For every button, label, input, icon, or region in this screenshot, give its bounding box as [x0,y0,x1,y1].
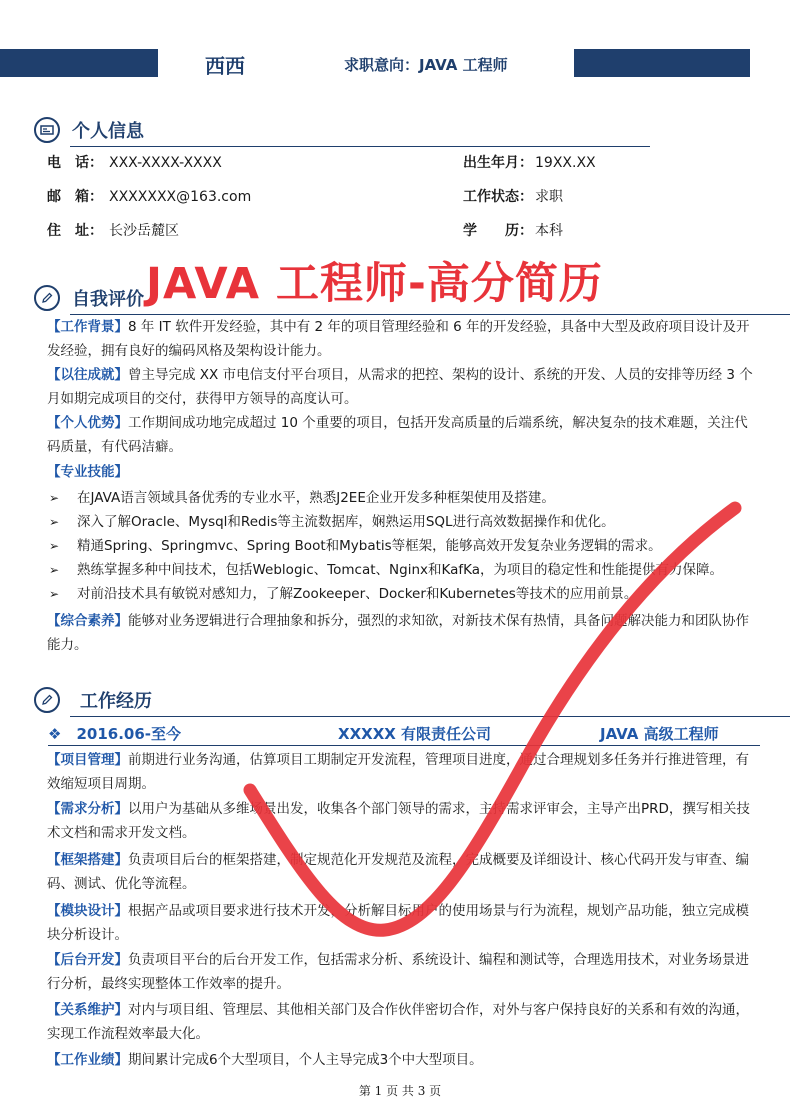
arrow-bullet-icon: ➢ [49,563,60,577]
birth-label: 出生年月： [463,155,533,171]
work-item [47,1048,759,1072]
work-item [47,948,759,996]
email-value: XXXXXXX@163.com [109,189,252,205]
email-row [47,188,251,206]
education-row [463,222,563,240]
job-period: ❖ 2016.06-至今 [48,725,181,743]
phone-label: 电 话： [47,155,103,171]
header-bar-left [0,49,158,77]
pencil-icon [34,687,60,713]
personal-strength [47,411,759,459]
section-divider [70,716,790,717]
overlay-title: JAVA 工程师-高分简历 [146,259,603,309]
work-item-text: 负责项目平台的后台开发工作，包括需求分析、系统设计、编程和测试等，合理选用技术，对业务场景进行分析，最终实现整体工作效率的提升。 [47,952,749,992]
skill-text: 在JAVA语言领域具备优秀的专业水平，熟悉J2EE企业开发多种框架使用及搭建。 [77,490,555,506]
job-divider [48,745,760,746]
list-item [47,510,767,534]
address-label: 住 址： [47,223,103,239]
phone-row [47,154,222,172]
list-item [47,486,767,510]
skill-text: 深入了解Oracle、Mysql和Redis等主流数据库，娴熟运用SQL进行高效数据操作和优化。 [77,514,615,530]
header-bar-right [574,49,750,77]
work-item-text: 期间累计完成6个大型项目，个人主导完成3个中大型项目。 [128,1052,483,1068]
past-achievement [47,363,759,411]
work-item [47,998,759,1046]
candidate-name: 西西 [205,54,245,78]
work-item [47,748,759,796]
address-row [47,222,179,240]
status-label: 工作状态： [463,189,533,205]
work-background-text: 8 年 IT 软件开发经验，其中有 2 年的项目管理经验和 6 年的开发经验，具备中大型及政府项目设计及开发经验，拥有良好的编码风格及架构设计能力。 [47,319,750,359]
arrow-bullet-icon: ➢ [49,491,60,505]
job-entry-header [48,723,760,745]
overall-quality [47,609,759,657]
id-card-icon [34,117,60,143]
work-item [47,899,759,947]
job-intent: 求职意向：JAVA 工程师 [344,56,508,74]
skills-tag: 【专业技能】 [47,464,128,480]
overall-quality-text: 能够对业务逻辑进行合理抽象和拆分，强烈的求知欲，对新技术保有热情，具备问题解决能力和团队协作能力。 [47,613,749,653]
education-label: 学 历： [463,223,533,239]
skills-heading [47,460,759,484]
work-item-tag: 【后台开发】 [47,952,128,968]
education-value: 本科 [535,223,563,239]
arrow-bullet-icon: ➢ [49,515,60,529]
list-item [47,558,767,582]
arrow-bullet-icon: ➢ [49,587,60,601]
past-achievement-tag: 【以往成就】 [47,367,128,383]
skill-text: 对前沿技术具有敏锐对感知力，了解Zookeeper、Docker和Kubernetes等技术的应用前景。 [77,586,638,602]
work-item-tag: 【关系维护】 [47,1002,128,1018]
work-item-tag: 【需求分析】 [47,801,128,817]
job-company: XXXXX 有限责任公司 [338,725,492,743]
work-background-tag: 【工作背景】 [47,319,128,335]
work-item-text: 对内与项目组、管理层、其他相关部门及合作伙伴密切合作，对外与客户保持良好的关系和有效的沟通，实现工作流程效率最大化。 [47,1002,749,1042]
work-item-text: 负责项目后台的框架搭建，制定规范化开发规范及流程，完成概要及详细设计、核心代码开发与审查、编码、测试、优化等流程。 [47,852,749,892]
skill-text: 熟练掌握多种中间技术，包括Weblogic、Tomcat、Nginx和KafKa，为项目的稳定性和性能提供有力保障。 [77,562,724,578]
work-background [47,315,759,363]
section-title: 工作经历 [80,691,152,712]
work-item [47,797,759,845]
arrow-bullet-icon: ➢ [49,539,60,553]
page-footer: 第 1 页 共 3 页 [358,1084,442,1098]
work-item-text: 以用户为基础从多维场景出发，收集各个部门领导的需求，主持需求评审会，主导产出PRD，撰写相关技术文档和需求开发文档。 [47,801,750,841]
pencil-icon [34,285,60,311]
status-value: 求职 [535,189,563,205]
email-label: 邮 箱： [47,189,103,205]
skill-text: 精通Spring、Springmvc、Spring Boot和Mybatis等框架，能够高效开发复杂业务逻辑的需求。 [77,538,662,554]
skills-list [47,486,767,606]
work-item-tag: 【框架搭建】 [47,852,128,868]
section-divider [70,146,650,147]
list-item [47,582,767,606]
personal-strength-tag: 【个人优势】 [47,415,128,431]
work-item-text: 根据产品或项目要求进行技术开发，分析解目标用户的使用场景与行为流程，规划产品功能，独立完成模块分析设计。 [47,903,749,943]
list-item [47,534,767,558]
overall-quality-tag: 【综合素养】 [47,613,128,629]
work-item-tag: 【项目管理】 [47,752,128,768]
birth-value: 19XX.XX [535,155,596,171]
work-item-text: 前期进行业务沟通，估算项目工期制定开发流程，管理项目进度，通过合理规划多任务并行推进管理，有效缩短项目周期。 [47,752,749,792]
section-title: 自我评价 [72,289,144,310]
past-achievement-text: 曾主导完成 XX 市电信支付平台项目，从需求的把控、架构的设计、系统的开发、人员的安排等历经 3 个月如期完成项目的交付，获得甲方领导的高度认可。 [47,367,753,407]
birth-row [463,154,596,172]
job-position: JAVA 高级工程师 [600,725,719,743]
section-title: 个人信息 [72,121,144,142]
personal-strength-text: 工作期间成功地完成超过 10 个重要的项目，包括开发高质量的后端系统，解决复杂的技术难题，关注代码质量，有代码洁癖。 [47,415,748,455]
phone-value: XXX-XXXX-XXXX [109,155,222,171]
work-item [47,848,759,896]
work-item-tag: 【模块设计】 [47,903,128,919]
work-item-tag: 【工作业绩】 [47,1052,128,1068]
status-row [463,188,563,206]
address-value: 长沙岳麓区 [109,223,179,239]
